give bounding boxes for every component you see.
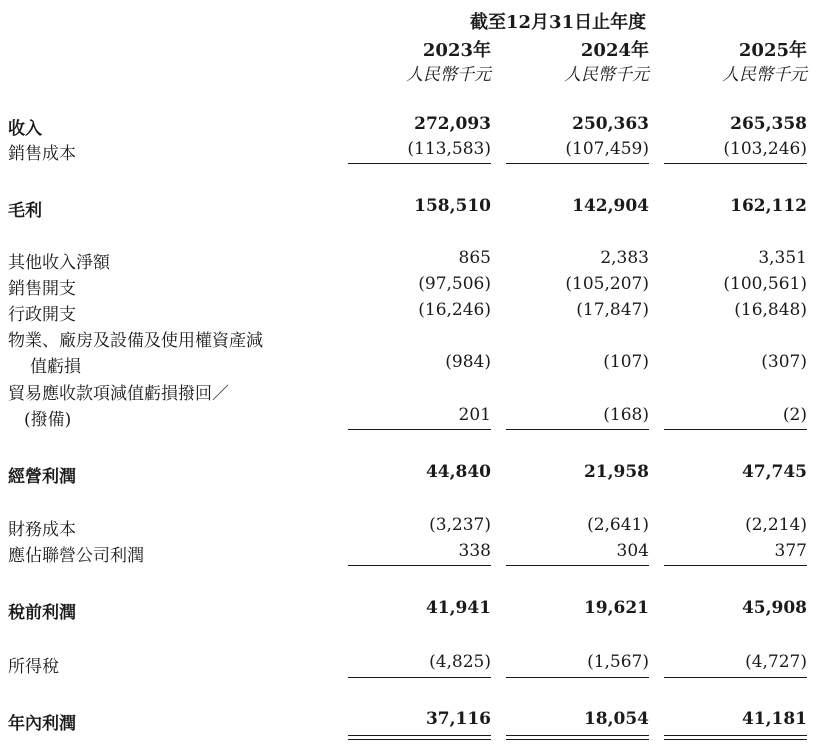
cost-of-sales-2025: (103,246) <box>723 139 807 159</box>
row-label-gross-profit: 毛利 <box>8 201 42 221</box>
subtotal-rule <box>348 677 491 678</box>
total-double-rule <box>506 735 649 736</box>
subtotal-rule <box>664 163 807 164</box>
ppe-impairment-2023: (984) <box>445 352 491 372</box>
total-double-rule <box>664 735 807 736</box>
operating-profit-2025: 47,745 <box>741 462 807 482</box>
total-double-rule <box>348 739 491 740</box>
receivables-impairment-2023: 201 <box>458 405 491 425</box>
row-label-profit-for-year: 年內利潤 <box>8 714 76 734</box>
other-income-2023: 865 <box>458 248 491 268</box>
row-label-income-tax: 所得稅 <box>8 657 59 677</box>
profit-before-tax-2025: 45,908 <box>741 598 807 618</box>
receivables-impairment-2024: (168) <box>603 405 649 425</box>
profit-for-year-2023: 37,116 <box>425 709 491 729</box>
subtotal-rule <box>664 429 807 430</box>
subtotal-rule <box>664 565 807 566</box>
row-label-selling-expenses: 銷售開支 <box>8 279 76 299</box>
admin-expenses-2025: (16,848) <box>734 300 807 320</box>
finance-costs-2024: (2,641) <box>587 515 649 535</box>
subtotal-rule <box>506 677 649 678</box>
row-label-receivables-impairment-cont: (撥備) <box>24 410 72 430</box>
row-label-cost-of-sales: 銷售成本 <box>8 144 76 164</box>
gross-profit-2025: 162,112 <box>730 196 807 216</box>
subtotal-rule <box>506 565 649 566</box>
subtotal-rule <box>348 163 491 164</box>
admin-expenses-2023: (16,246) <box>418 300 491 320</box>
total-double-rule <box>348 735 491 736</box>
row-label-revenue: 收入 <box>8 119 42 139</box>
subtotal-rule <box>664 677 807 678</box>
row-label-other-income: 其他收入淨額 <box>8 253 110 273</box>
subtotal-rule <box>348 565 491 566</box>
selling-expenses-2024: (105,207) <box>565 274 649 294</box>
subtotal-rule <box>506 163 649 164</box>
row-label-receivables-impairment: 貿易應收款項減值虧損撥回／ <box>8 384 229 404</box>
row-label-ppe-impairment: 物業、廠房及設備及使用權資產減 <box>8 331 263 351</box>
year-header-2023: 2023年 <box>422 40 491 61</box>
row-label-finance-costs: 財務成本 <box>8 520 76 540</box>
year-header-2024: 2024年 <box>580 40 649 61</box>
unit-2024: 人民幣千元 <box>564 65 649 85</box>
finance-costs-2023: (3,237) <box>429 515 491 535</box>
profit-for-year-2024: 18,054 <box>583 709 649 729</box>
row-label-associates-profit: 應佔聯營公司利潤 <box>8 546 144 566</box>
revenue-2023: 272,093 <box>414 114 491 134</box>
year-header-2025: 2025年 <box>738 40 807 61</box>
associates-profit-2023: 338 <box>458 541 491 561</box>
row-label-ppe-impairment-cont: 值虧損 <box>30 357 81 377</box>
row-label-profit-before-tax: 稅前利潤 <box>8 603 76 623</box>
profit-before-tax-2024: 19,621 <box>583 598 649 618</box>
selling-expenses-2025: (100,561) <box>723 274 807 294</box>
cost-of-sales-2023: (113,583) <box>407 139 491 159</box>
ppe-impairment-2024: (107) <box>603 352 649 372</box>
operating-profit-2024: 21,958 <box>583 462 649 482</box>
associates-profit-2025: 377 <box>774 541 807 561</box>
profit-for-year-2025: 41,181 <box>741 709 807 729</box>
profit-before-tax-2023: 41,941 <box>425 598 491 618</box>
receivables-impairment-2025: (2) <box>782 405 807 425</box>
total-double-rule <box>664 739 807 740</box>
associates-profit-2024: 304 <box>616 541 649 561</box>
revenue-2024: 250,363 <box>572 114 649 134</box>
income-tax-2024: (1,567) <box>587 652 649 672</box>
other-income-2025: 3,351 <box>758 248 807 268</box>
row-label-admin-expenses: 行政開支 <box>8 305 76 325</box>
gross-profit-2023: 158,510 <box>414 196 491 216</box>
income-tax-2025: (4,727) <box>745 652 807 672</box>
revenue-2025: 265,358 <box>730 114 807 134</box>
cost-of-sales-2024: (107,459) <box>565 139 649 159</box>
total-double-rule <box>506 739 649 740</box>
unit-2025: 人民幣千元 <box>722 65 807 85</box>
income-tax-2023: (4,825) <box>429 652 491 672</box>
subtotal-rule <box>348 429 491 430</box>
admin-expenses-2024: (17,847) <box>576 300 649 320</box>
selling-expenses-2023: (97,506) <box>418 274 491 294</box>
ppe-impairment-2025: (307) <box>761 352 807 372</box>
period-header: 截至12月31日止年度 <box>470 12 647 33</box>
subtotal-rule <box>506 429 649 430</box>
operating-profit-2023: 44,840 <box>425 462 491 482</box>
row-label-operating-profit: 經營利潤 <box>8 467 76 487</box>
gross-profit-2024: 142,904 <box>572 196 649 216</box>
unit-2023: 人民幣千元 <box>406 65 491 85</box>
finance-costs-2025: (2,214) <box>745 515 807 535</box>
other-income-2024: 2,383 <box>600 248 649 268</box>
